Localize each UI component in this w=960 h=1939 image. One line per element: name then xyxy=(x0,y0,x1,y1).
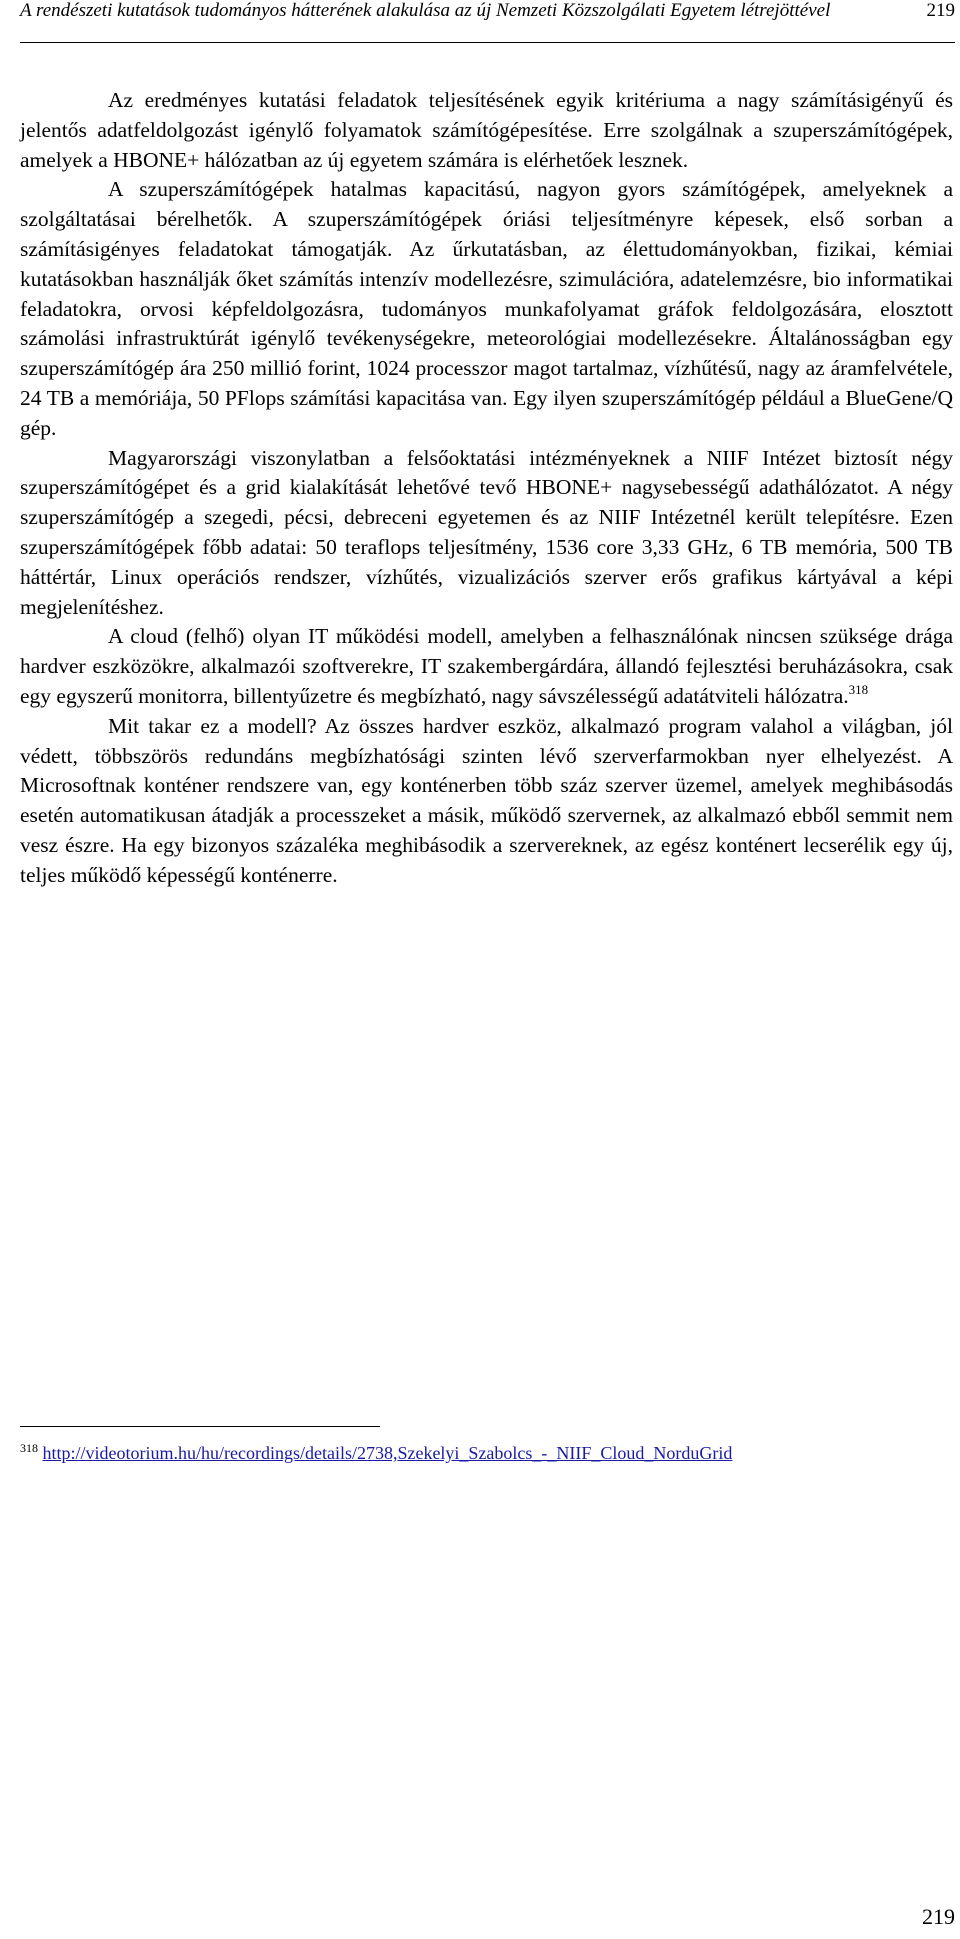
paragraph-text: A szuperszámítógépek hatalmas kapacitású, nagyon gyors számítógépek, amelyeknek a szolgáltatásai bérelhetők. A szuperszámítógépek óriási teljesítményre képesek, első sorban a számításigényes feladatokat támogatják. Az űrkutatásban, az élettudományokban, fizikai, kémiai kutatásokban használják őket számítás intenzív modellezésre, szimulációra, adatelemzésre, bio informatikai feladatokra, orvosi képfeldolgozásra, tudományos munkafolyamat gráfok feldolgozására, elosztott számolási infrastruktúrát igénylő tevékenységekre, meteorológiai modellezésekre. Általánosságban egy szuperszámítógép ára 250 millió forint, 1024 processzor magot tartalmaz, vízhűtésű, nagy az áramfelvétele, 24 TB a memóriája, 50 PFlops számítási kapacitása van. Egy ilyen szuperszámítógép például a BlueGene/Q gép. xyxy=(20,177,953,440)
page-number: 219 xyxy=(922,1904,955,1929)
running-header xyxy=(20,0,955,43)
footnote-link[interactable]: http://videotorium.hu/hu/recordings/details/2738,Szekelyi_Szabolcs_-_NIIF_Cloud_NorduGrid xyxy=(42,1443,733,1463)
footnote-divider xyxy=(20,1426,380,1427)
paragraph-text: Az eredményes kutatási feladatok teljesítésének egyik kritériuma a nagy számításigényű és jelentős adatfeldolgozást igénylő folyamatok számítógépesítése. Erre szolgálnak a szuperszámítógépek, amelyek a HBONE+ hálózatban az új egyetem számára is elérhetőek lesznek. xyxy=(20,88,953,172)
footnote xyxy=(20,1442,732,1464)
paragraph xyxy=(20,86,953,175)
paragraph xyxy=(20,622,953,711)
header-title: A rendészeti kutatások tudományos hátterének alakulása az új Nemzeti Közszolgálati Egyetem létrejöttével xyxy=(20,0,831,21)
footnote-reference[interactable]: 318 xyxy=(848,681,869,697)
body-text xyxy=(20,86,953,891)
footnote-number: 318 xyxy=(20,1441,38,1455)
paragraph xyxy=(20,444,953,623)
paragraph xyxy=(20,175,953,443)
paragraph-text: Mit takar ez a modell? Az összes hardver eszköz, alkalmazó program valahol a világban, jól védett, többszörös redundáns megbízhatósági szinten lévő szerverfarmokban nyer elhelyezést. A Microsoftnak konténer rendszere van, egy konténerben több száz szerver üzemel, amelyek meghibásodás esetén automatikusan átadják a processzeket a másik, működő szervernek, az alkalmazó ebből semmit nem vesz észre. Ha egy bizonyos százaléka meghibásodik a szervereknek, az egész konténert lecserélik egy új, teljes működő képességű konténerre. xyxy=(20,713,953,887)
paragraph-text: A cloud (felhő) olyan IT működési modell, amelyben a felhasználónak nincsen szüksége drága hardver eszközökre, alkalmazói szoftverekre, IT szakembergárdára, állandó fejlesztési beruházásokra, csak egy egyszerű monitorra, billentyűzetre és megbízható, nagy sávszélességű adatátviteli hálózatra. xyxy=(20,624,953,708)
paragraph xyxy=(20,712,953,891)
header-page-number: 219 xyxy=(926,0,955,21)
paragraph-text: Magyarországi viszonylatban a felsőoktatási intézményeknek a NIIF Intézet biztosít négy szuperszámítógépet és a grid kialakítását lehetővé tevő HBONE+ nagysebességű adathálózatot. A négy szuperszámítógép a szegedi, pécsi, debreceni egyetemen és az NIIF Intézetnél került telepítésre. Ezen szuperszámítógépek főbb adatai: 50 teraflops teljesítmény, 1536 core 3,33 GHz, 6 TB memória, 500 TB háttértár, Linux operációs rendszer, vízhűtés, vizualizációs szerver erős grafikus kártyával a képi megjelenítéshez. xyxy=(20,445,953,619)
